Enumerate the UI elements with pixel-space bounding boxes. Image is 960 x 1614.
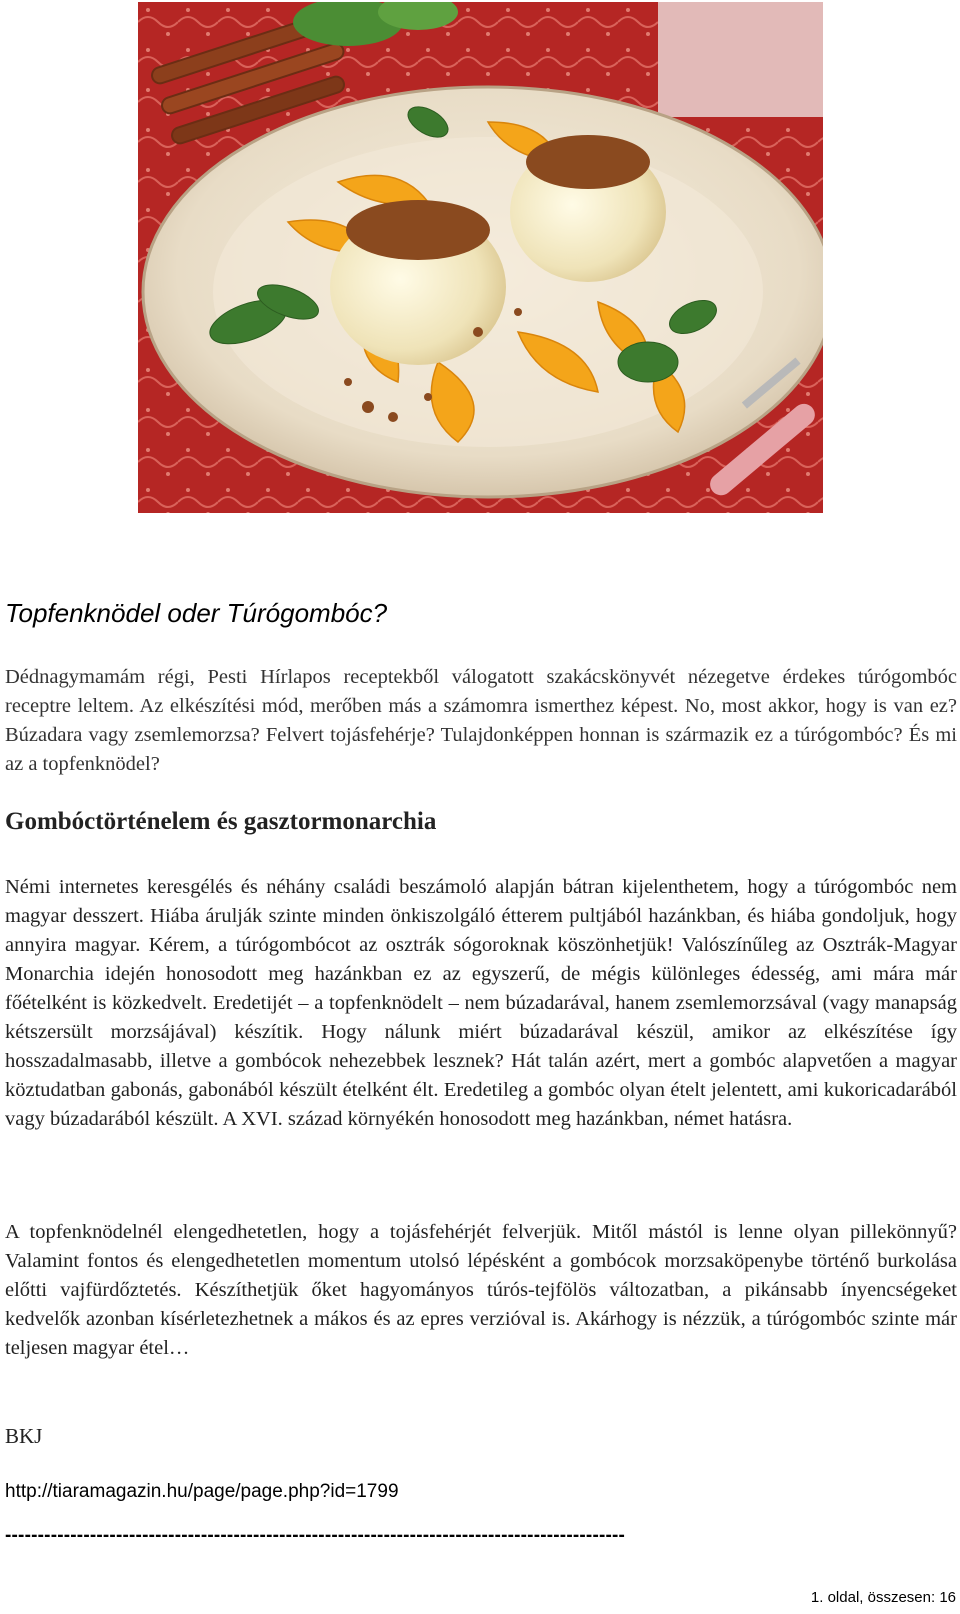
- source-link[interactable]: http://tiaramagazin.hu/page/page.php?id=1799: [5, 1481, 399, 1502]
- page-number: 1. oldal, összesen: 16: [810, 1589, 956, 1606]
- article-title: Topfenknödel oder Túrógombóc?: [5, 598, 388, 628]
- history-paragraph: Némi internetes keresgélés és néhány családi beszámoló alapján bátran kijelenthetem, hogy a túrógombóc nem magyar desszert. Hiába árulják szinte minden önkiszolgáló étterem pultjából hazánkban, és hiába gondoljuk, hogy annyira magyar. Kérem, a túrógombócot az osztrák sógoroknak köszönhetjük! Valószínűleg az Osztrák-Magyar Monarchia idején honosodott meg hazánkban ez az egyszerű, de mégis különleges édesség, ami mára már főételként is közkedvelt. Eredetijét – a topfenknödelt – nem búzadarával, hanem zsemlemorzsával (vagy manapság kétszersült morzsájával) készítik. Hogy nálunk miért búzadarával készül, amikor az elkészítése így hosszadalmasabb, illetve a gombócok nehezebbek lesznek? Hát talán azért, mert a gombóc alapvetően a magyar köztudatban gabonás, gabonából készült ételként élt. Eredetileg a gombóc olyan ételt jelentett, ami kukoricadarából vagy búzadarából készült. A XVI. század környékén honosodott meg hazánkban, német hatásra.: [5, 876, 957, 1130]
- section-heading: Gombóctörténelem és gasztormonarchia: [5, 808, 437, 835]
- separator-line: -----------------------------------------------------------------------------------------------: [5, 1525, 626, 1546]
- recipe-paragraph: A topfenknödelnél elengedhetetlen, hogy a tojásfehérjét felverjük. Mitől mástól is lenne olyan pillekönnyű? Valamint fontos és elengedhetetlen momentum utolsó lépésként a gombócok morzsaköpenybe történő burkolása előtti vajfürdőztetés. Készíthetjük őket hagyományos túrós-tejfölös változatban, a pikánsabb ínyencségeket kedvelők azonban kísérletezhetnek a mákos és az epres verzióval is. Akárhogy is nézzük, a túrógombóc szinte már teljesen magyar étel…: [5, 1221, 957, 1359]
- author-signature: BKJ: [5, 1424, 43, 1448]
- intro-paragraph: Dédnagymamám régi, Pesti Hírlapos receptekből válogatott szakácskönyvét nézegetve érdekes túrógombóc receptre leltem. Az elkészítési mód, merőben más a számomra ismerthez képest. No, most akkor, hogy is van ez? Búzadara vagy zsemlemorzsa? Felvert tojásfehérje? Tulajdonképpen honnan is származik ez a túrógombóc? És mi az a topfenknödel?: [5, 666, 957, 775]
- dessert-plate-photo-icon: [138, 2, 823, 513]
- dessert-photo: [138, 2, 823, 513]
